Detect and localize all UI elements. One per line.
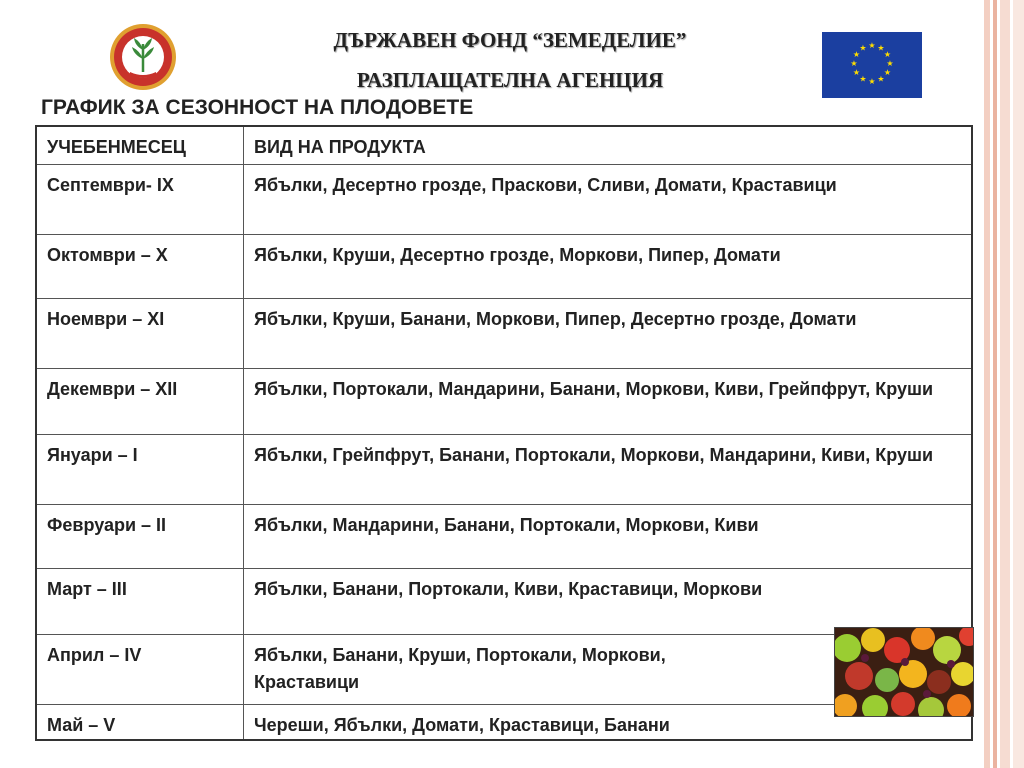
- eu-flag-icon: [822, 32, 922, 98]
- svg-text:★: ★: [868, 41, 876, 50]
- header-month: УЧЕБЕНМЕСЕЦ: [36, 126, 244, 164]
- decor-stripe: [993, 0, 997, 768]
- table-header-row: [36, 126, 972, 164]
- products-cell: Ябълки, Грейпфрут, Банани, Портокали, Моркови, Мандарини, Киви, Круши: [244, 434, 973, 504]
- svg-text:★: ★: [883, 50, 892, 59]
- table-row: [36, 504, 972, 568]
- svg-text:★: ★: [868, 77, 876, 86]
- table-row: [36, 164, 972, 234]
- seasonality-table: [35, 125, 973, 741]
- products-cell: Ябълки, Круши, Банани, Моркови, Пипер, Десертно грозде, Домати: [244, 298, 973, 368]
- products-cell: Ябълки, Десертно грозде, Праскови, Сливи, Домати, Краставици: [244, 164, 973, 234]
- table-row: [36, 298, 972, 368]
- products-cell: Ябълки, Круши, Десертно грозде, Моркови, Пипер, Домати: [244, 234, 973, 298]
- table-row: [36, 234, 972, 298]
- decor-stripe: [1013, 0, 1024, 768]
- svg-text:★: ★: [877, 43, 885, 53]
- table-row: [36, 434, 972, 504]
- month-cell: Ноември – ХІ: [36, 298, 244, 368]
- table-row: [36, 568, 972, 634]
- month-cell: Януари – І: [36, 434, 244, 504]
- decor-stripe: [984, 0, 990, 768]
- org-name-line2: РАЗПЛАЩАТЕЛНА АГЕНЦИЯ: [356, 68, 664, 92]
- month-cell: Октомври – Х: [36, 234, 244, 298]
- table-row: [36, 634, 972, 704]
- month-cell: Февруари – ІІ: [36, 504, 244, 568]
- month-cell: Май – V: [36, 704, 244, 740]
- table-row: [36, 704, 972, 740]
- svg-text:★: ★: [886, 59, 894, 68]
- svg-text:★: ★: [850, 59, 858, 68]
- svg-text:★: ★: [877, 74, 885, 84]
- header-products: ВИД НА ПРОДУКТА: [244, 126, 973, 164]
- svg-text:★: ★: [852, 68, 861, 77]
- table-row: [36, 368, 972, 434]
- svg-text:★: ★: [852, 50, 861, 59]
- svg-text:★: ★: [859, 43, 867, 53]
- month-cell: Април – ІV: [36, 634, 244, 704]
- svg-text:★: ★: [883, 68, 892, 77]
- org-name-line1: ДЪРЖАВЕН ФОНД “ЗЕМЕДЕЛИЕ”: [333, 28, 687, 52]
- products-cell: Череши, Ябълки, Домати, Краставици, Банани: [244, 704, 973, 740]
- month-cell: Декември – ХІІ: [36, 368, 244, 434]
- decor-stripe: [1000, 0, 1010, 768]
- svg-text:★: ★: [859, 74, 867, 84]
- products-cell: Ябълки, Банани, Круши, Портокали, Моркови, Краставици: [244, 634, 973, 704]
- products-cell: Ябълки, Банани, Портокали, Киви, Краставици, Моркови: [244, 568, 973, 634]
- fruit-basket-photo-icon: [834, 627, 974, 717]
- products-cell: Ябълки, Мандарини, Банани, Портокали, Моркови, Киви: [244, 504, 973, 568]
- month-cell: Септември- IX: [36, 164, 244, 234]
- products-cell: Ябълки, Портокали, Мандарини, Банани, Моркови, Киви, Грейпфрут, Круши: [244, 368, 973, 434]
- state-fund-agriculture-logo-icon: [108, 22, 178, 92]
- page-title: ГРАФИК ЗА СЕЗОННОСТ НА ПЛОДОВЕТЕ: [41, 96, 474, 119]
- month-cell: Март – ІІІ: [36, 568, 244, 634]
